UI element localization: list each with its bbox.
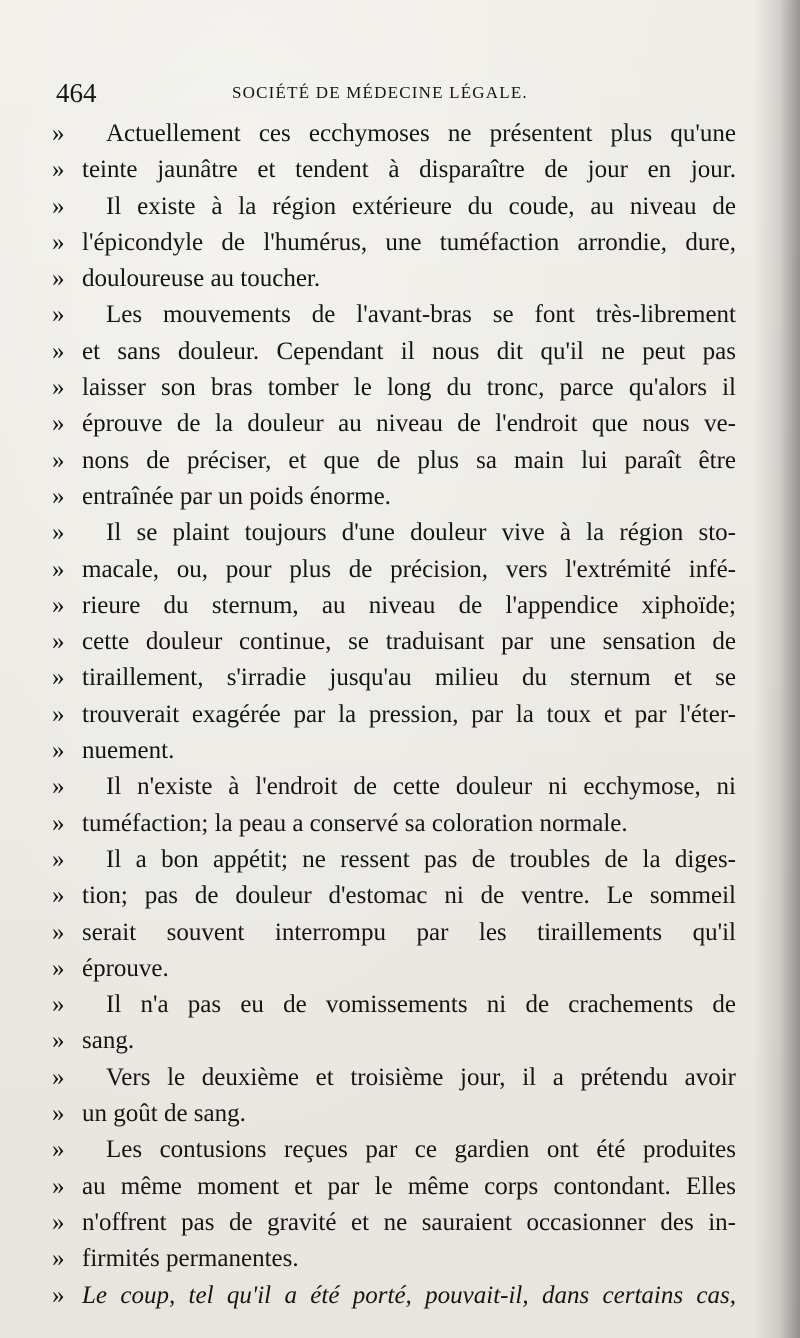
line-text: trouverait exagérée par la pression, par la toux et par l'éter-: [82, 700, 736, 728]
line-text: au même moment et par le même corps contondant. Elles: [82, 1172, 736, 1200]
text-line: [48, 660, 738, 696]
guillemet: »: [52, 1208, 65, 1236]
guillemet: »: [52, 1100, 65, 1128]
text-line: [48, 987, 738, 1023]
line-text: et sans douleur. Cependant il nous dit qu'il ne peut pas: [82, 337, 736, 365]
text-line: [48, 878, 738, 914]
line-text: éprouve de la douleur au niveau de l'endroit que nous ve-: [82, 410, 736, 438]
text-line: [48, 1060, 738, 1096]
text-line: [48, 1132, 738, 1168]
page-number: 464: [56, 78, 97, 108]
line-text: serait souvent interrompu par les tiraillements qu'il: [82, 918, 736, 946]
line-text: tuméfaction; la peau a conservé sa coloration normale.: [82, 809, 628, 837]
running-head: SOCIÉTÉ DE MÉDECINE LÉGALE.: [232, 83, 528, 102]
text-line: [48, 588, 738, 624]
text-line: [48, 225, 738, 261]
guillemet: »: [52, 337, 65, 365]
line-text: Actuellement ces ecchymoses ne présentent plus qu'une: [106, 120, 736, 147]
guillemet: »: [52, 120, 65, 147]
text-line: [48, 406, 738, 442]
guillemet: »: [52, 446, 65, 474]
line-text: teinte jaunâtre et tendent à disparaître de jour en jour.: [82, 156, 736, 184]
text-line: [48, 806, 738, 842]
line-text: macale, ou, pour plus de précision, vers l'extrémité infé-: [82, 555, 736, 583]
guillemet: »: [52, 1027, 65, 1055]
page-gutter-shadow: [754, 0, 800, 1338]
text-line: [48, 1241, 738, 1277]
text-line: [48, 443, 738, 479]
line-text: Il existe à la région extérieure du coude, au niveau de: [106, 192, 736, 220]
guillemet: »: [52, 809, 65, 837]
line-text: éprouve.: [82, 954, 169, 982]
guillemet: »: [52, 845, 65, 873]
line-text: n'offrent pas de gravité et ne sauraient occasionner des in-: [82, 1208, 736, 1236]
text-line: [48, 370, 738, 406]
line-text: Les mouvements de l'avant-bras se font très-librement: [106, 301, 736, 329]
text-line: [48, 1096, 738, 1132]
guillemet: »: [52, 1063, 65, 1091]
guillemet: »: [52, 591, 65, 619]
guillemet: »: [52, 1136, 65, 1164]
body-text: [48, 116, 738, 1314]
text-line: [48, 624, 738, 660]
text-line: [48, 297, 738, 333]
guillemet: »: [52, 918, 65, 946]
text-line: [48, 479, 738, 515]
guillemet: »: [52, 737, 65, 765]
guillemet: »: [52, 301, 65, 329]
line-text: nuement.: [82, 737, 175, 765]
guillemet: »: [52, 519, 65, 547]
text-line: [48, 116, 738, 152]
guillemet: »: [52, 954, 65, 982]
text-line: [48, 152, 738, 188]
guillemet: »: [52, 700, 65, 728]
guillemet: »: [52, 374, 65, 402]
text-line: [48, 515, 738, 551]
guillemet: »: [52, 628, 65, 656]
line-text: Il se plaint toujours d'une douleur vive à la région sto-: [106, 519, 736, 547]
guillemet: »: [52, 1245, 65, 1273]
line-text: Le coup, tel qu'il a été porté, pouvait-il, dans certains cas,: [82, 1281, 736, 1309]
guillemet: »: [52, 664, 65, 692]
guillemet: »: [52, 1281, 65, 1309]
guillemet: »: [52, 482, 65, 510]
text-line: [48, 842, 738, 878]
text-line: [48, 1205, 738, 1241]
line-text: laisser son bras tomber le long du tronc, parce qu'alors il: [82, 374, 736, 402]
page-header: [56, 78, 744, 108]
guillemet: »: [52, 228, 65, 256]
guillemet: »: [52, 991, 65, 1019]
guillemet: »: [52, 410, 65, 438]
text-line: [48, 951, 738, 987]
line-text: un goût de sang.: [82, 1100, 246, 1128]
line-text: firmités permanentes.: [82, 1245, 299, 1273]
line-text: tion; pas de douleur d'estomac ni de ventre. Le sommeil: [82, 882, 736, 910]
line-text: entraînée par un poids énorme.: [82, 482, 391, 510]
line-text: cette douleur continue, se traduisant par une sensation de: [82, 628, 736, 656]
text-line: [48, 1023, 738, 1059]
line-text: rieure du sternum, au niveau de l'appendice xiphoïde;: [82, 591, 736, 619]
line-text: Il a bon appétit; ne ressent pas de troubles de la diges-: [106, 845, 736, 873]
line-text: l'épicondyle de l'humérus, une tuméfaction arrondie, dure,: [82, 228, 736, 256]
line-text: Les contusions reçues par ce gardien ont été produites: [106, 1136, 736, 1164]
guillemet: »: [52, 265, 65, 293]
guillemet: »: [52, 1172, 65, 1200]
guillemet: »: [52, 192, 65, 220]
guillemet: »: [52, 156, 65, 184]
guillemet: »: [52, 773, 65, 801]
line-text: nons de préciser, et que de plus sa main lui paraît être: [82, 446, 736, 474]
text-line: [48, 189, 738, 225]
line-text: sang.: [82, 1027, 135, 1055]
guillemet: »: [52, 555, 65, 583]
line-text: Il n'existe à l'endroit de cette douleur ni ecchymose, ni: [106, 773, 736, 801]
text-line: [48, 261, 738, 297]
text-line: [48, 697, 738, 733]
guillemet: »: [52, 882, 65, 910]
line-text: Vers le deuxième et troisième jour, il a prétendu avoir: [106, 1063, 736, 1091]
text-line: [48, 733, 738, 769]
text-line: [48, 769, 738, 805]
text-line: [48, 334, 738, 370]
line-text: douloureuse au toucher.: [82, 265, 321, 293]
text-line: [48, 552, 738, 588]
text-line: [48, 1278, 738, 1314]
text-line: [48, 1169, 738, 1205]
text-line: [48, 915, 738, 951]
line-text: Il n'a pas eu de vomissements ni de crachements de: [106, 991, 736, 1019]
line-text: tiraillement, s'irradie jusqu'au milieu du sternum et se: [82, 664, 736, 692]
